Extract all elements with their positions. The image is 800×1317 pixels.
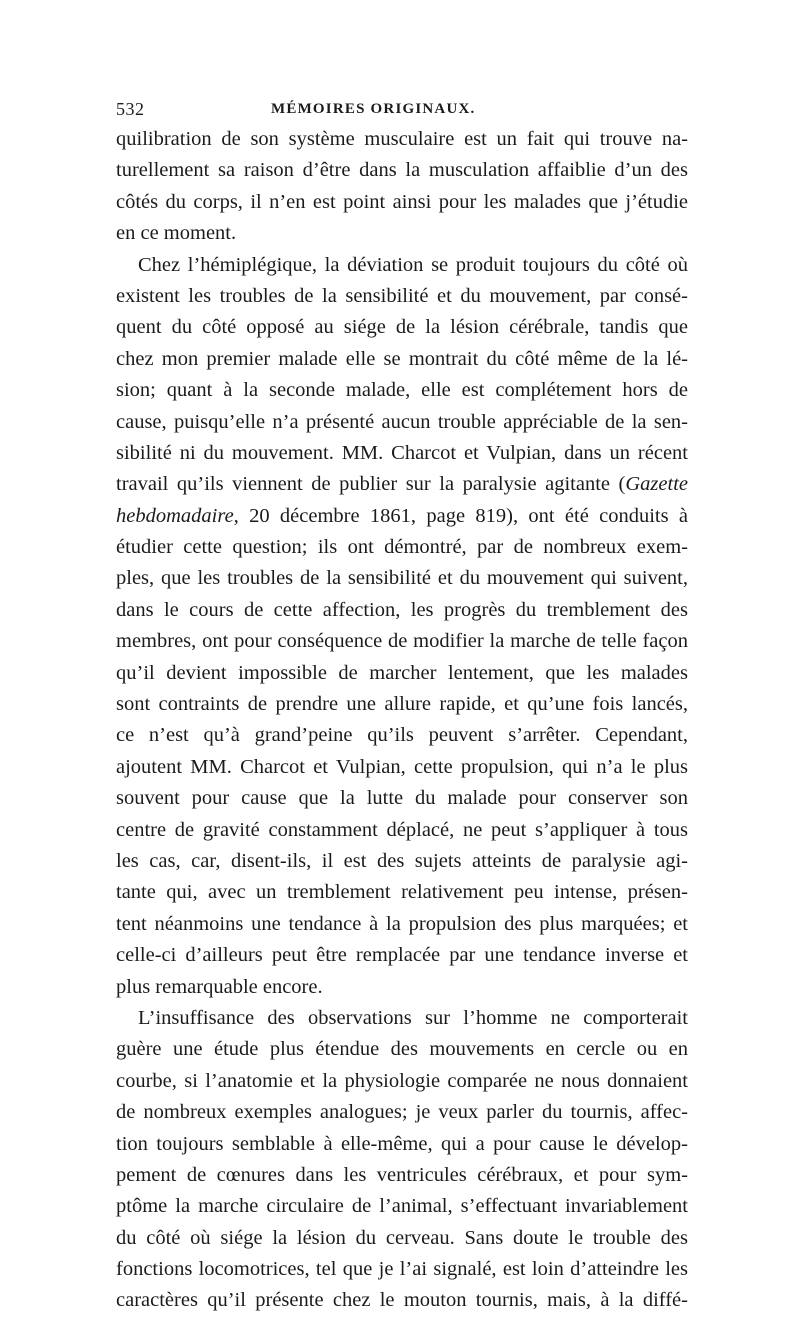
text-line: ce n’est qu’à grand’peine qu’ils peuvent s’arrêter. Cependant,: [116, 724, 688, 747]
text-line: membres, ont pour conséquence de modifier la marche de telle façon: [116, 630, 688, 653]
text-line: quilibration de son système musculaire est un fait qui trouve na-: [116, 128, 688, 150]
text-line: centre de gravité constamment déplacé, ne peut s’appliquer à tous: [116, 818, 688, 841]
text-line: ples, que les troubles de la sensibilité et du mouvement qui suivent,: [116, 567, 688, 590]
text-line: quent du côté opposé au siége de la lésion cérébrale, tandis que: [116, 316, 688, 339]
body-text: [116, 124, 688, 1317]
text-line: sion; quant à la seconde malade, elle est complétement hors de: [116, 379, 688, 402]
text-line: caractères qu’il présente chez le mouton tournis, mais, à la diffé-: [116, 1289, 688, 1312]
text-line: qu’il devient impossible de marcher lentement, que les malades: [116, 661, 688, 684]
text-line: pement de cœnures dans les ventricules cérébraux, et pour sym-: [116, 1163, 688, 1186]
text-line: souvent pour cause que la lutte du malade pour conserver son: [116, 787, 688, 810]
text-line: de nombreux exemples analogues; je veux parler du tournis, affec-: [116, 1101, 688, 1124]
text-line: dans le cours de cette affection, les progrès du tremblement des: [116, 598, 688, 621]
text-line: tent néanmoins une tendance à la propulsion des plus marquées; et: [116, 912, 688, 935]
text-line: étudier cette question; ils ont démontré, par de nombreux exem-: [116, 536, 688, 559]
italic-phrase: Gazette: [625, 473, 688, 496]
text-line: du côté où siége la lésion du cerveau. Sans doute le trouble des: [116, 1226, 688, 1249]
text-line: cause, puisqu’elle n’a présenté aucun trouble appréciable de la sen-: [116, 410, 688, 433]
text-line: tion toujours semblable à elle-même, qui a pour cause le dévelop-: [116, 1132, 688, 1155]
text-line: turellement sa raison d’être dans la musculation affaiblie d’un des: [116, 159, 688, 182]
text-line: côtés du corps, il n’en est point ainsi pour les malades que j’étudie: [116, 190, 688, 213]
text-line: plus remarquable encore.: [116, 975, 323, 998]
paragraph-start-line: L’insuffisance des observations sur l’homme ne comporterait: [138, 1006, 688, 1029]
text-line: ajoutent MM. Charcot et Vulpian, cette propulsion, qui n’a le plus: [116, 755, 688, 778]
text-line: hebdomadaire, 20 décembre 1861, page 819), ont été conduits à: [116, 504, 688, 527]
running-title: MÉMOIRES ORIGINAUX.: [271, 101, 476, 117]
book-page: [116, 94, 688, 1317]
text-line: ptôme la marche circulaire de l’animal, s’effectuant invariablement: [116, 1195, 688, 1218]
text-line: tante qui, avec un tremblement relativement peu intense, présen-: [116, 881, 688, 904]
text-line: travail qu’ils viennent de publier sur la paralysie agitante (Gazette: [116, 473, 688, 496]
text-line: sibilité ni du mouvement. MM. Charcot et Vulpian, dans un récent: [116, 441, 688, 464]
text-line: celle-ci d’ailleurs peut être remplacée par une tendance inverse et: [116, 944, 688, 967]
page-number: 532: [116, 99, 145, 119]
text-line: les cas, car, disent-ils, il est des sujets atteints de paralysie agi-: [116, 849, 688, 872]
italic-phrase: hebdomadaire,: [116, 504, 239, 527]
text-line: courbe, si l’anatomie et la physiologie comparée ne nous donnaient: [116, 1069, 688, 1092]
text-line: sont contraints de prendre une allure rapide, et qu’une fois lancés,: [116, 693, 688, 716]
text-line: chez mon premier malade elle se montrait du côté même de la lé-: [116, 347, 688, 370]
text-line: existent les troubles de la sensibilité et du mouvement, par consé-: [116, 284, 688, 307]
text-line: fonctions locomotrices, tel que je l’ai signalé, est loin d’atteindre les: [116, 1258, 688, 1281]
text-line: en ce moment.: [116, 222, 237, 245]
paragraph-start-line: Chez l’hémiplégique, la déviation se produit toujours du côté où: [138, 253, 688, 276]
running-head: [116, 94, 688, 124]
text-line: guère une étude plus étendue des mouvements en cercle ou en: [116, 1038, 688, 1061]
